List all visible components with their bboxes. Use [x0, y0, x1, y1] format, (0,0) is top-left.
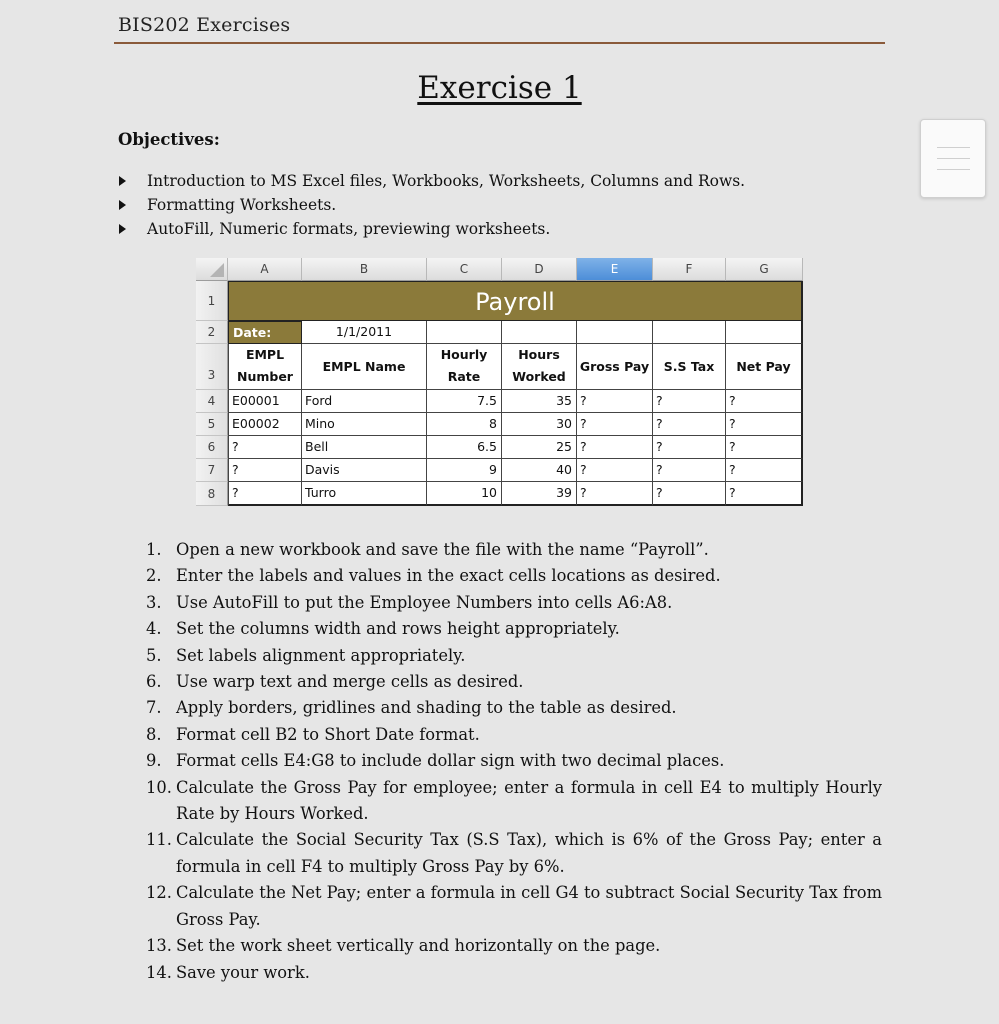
instruction-number: 8.: [146, 724, 162, 744]
select-all-triangle-icon: [210, 263, 224, 277]
row-header-4[interactable]: 4: [196, 390, 228, 413]
row-header-5[interactable]: 5: [196, 413, 228, 436]
instruction-item: [146, 775, 882, 828]
cell-gross-pay[interactable]: ?: [577, 459, 653, 482]
instruction-text: Open a new workbook and save the file with the name “Payroll”.: [176, 540, 709, 559]
column-header-f[interactable]: F: [653, 258, 726, 281]
cell-hours-worked[interactable]: 30: [502, 413, 577, 436]
column-header-e[interactable]: E: [577, 258, 653, 281]
header-text: Rate: [447, 369, 481, 384]
instruction-number: 13.: [146, 936, 172, 956]
cell-gross-pay[interactable]: ?: [577, 390, 653, 413]
triangle-bullet-icon: [119, 176, 126, 186]
row-header-6[interactable]: 6: [196, 436, 228, 459]
cell-empl-name[interactable]: Mino: [302, 413, 427, 436]
instruction-item: [146, 643, 882, 669]
empty-cell[interactable]: [653, 321, 726, 344]
empty-cell[interactable]: [427, 321, 502, 344]
cell-hours-worked[interactable]: 35: [502, 390, 577, 413]
empty-cell[interactable]: [577, 321, 653, 344]
header-gross-pay[interactable]: Gross Pay: [577, 344, 653, 390]
instruction-text: Apply borders, gridlines and shading to the table as desired.: [176, 698, 677, 718]
column-header-a[interactable]: A: [228, 258, 302, 281]
column-header-c[interactable]: C: [427, 258, 502, 281]
thumbnail-line-icon: [937, 147, 970, 148]
objective-item: [118, 219, 745, 243]
instruction-item: [146, 563, 882, 589]
instruction-item: [146, 590, 882, 616]
objectives-heading: Objectives:: [118, 130, 220, 149]
instruction-number: 9.: [146, 751, 162, 771]
instruction-item: [146, 880, 882, 933]
row-header-3[interactable]: 3: [196, 344, 228, 390]
instruction-number: 2.: [146, 566, 162, 586]
cell-hours-worked[interactable]: 25: [502, 436, 577, 459]
payroll-spreadsheet: [196, 258, 803, 506]
objectives-list: [118, 171, 745, 243]
instruction-text: Calculate the Social Security Tax (S.S Tax), which is 6% of the Gross Pay; enter a formula in cell F4 to multiply Gross Pay by 6%.: [176, 830, 882, 876]
cell-hours-worked[interactable]: 40: [502, 459, 577, 482]
row-header-1[interactable]: 1: [196, 281, 228, 321]
header-text: Worked: [512, 369, 566, 384]
cell-ss-tax[interactable]: ?: [653, 413, 726, 436]
instruction-item: [146, 669, 882, 695]
instruction-text: Format cells E4:G8 to include dollar sign with two decimal places.: [176, 751, 725, 771]
instruction-text: Calculate the Gross Pay for employee; enter a formula in cell E4 to multiply Hourly Rate by Hours Worked.: [176, 777, 882, 824]
cell-ss-tax[interactable]: ?: [653, 436, 726, 459]
header-text: Number: [237, 369, 293, 384]
cell-net-pay[interactable]: ?: [726, 482, 803, 506]
instruction-number: 12.: [146, 883, 172, 903]
instruction-item: [146, 537, 882, 563]
triangle-bullet-icon: [119, 200, 126, 210]
cell-hourly-rate[interactable]: 10: [427, 482, 502, 506]
header-hourly-rate[interactable]: [427, 344, 502, 390]
column-header-b[interactable]: B: [302, 258, 427, 281]
instruction-item: [146, 748, 882, 774]
instruction-text: Enter the labels and values in the exact cells locations as desired.: [176, 566, 721, 586]
cell-hourly-rate[interactable]: 6.5: [427, 436, 502, 459]
header-divider: [114, 42, 885, 44]
objective-item: [118, 171, 745, 195]
cell-gross-pay[interactable]: ?: [577, 413, 653, 436]
cell-empl-number[interactable]: ?: [228, 436, 302, 459]
instruction-item: [146, 616, 882, 642]
instruction-number: 7.: [146, 698, 162, 718]
header-ss-tax[interactable]: S.S Tax: [653, 344, 726, 390]
cell-empl-number[interactable]: E00002: [228, 413, 302, 436]
header-empl-name[interactable]: EMPL Name: [302, 344, 427, 390]
instruction-number: 4.: [146, 619, 162, 639]
select-all-corner[interactable]: [196, 258, 228, 281]
row-header-2[interactable]: 2: [196, 321, 228, 344]
instruction-text: Set the columns width and rows height appropriately.: [176, 619, 620, 639]
objective-text: AutoFill, Numeric formats, previewing worksheets.: [147, 220, 551, 238]
cell-empl-name[interactable]: Ford: [302, 390, 427, 413]
date-value-cell[interactable]: 1/1/2011: [302, 321, 427, 344]
instruction-item: [146, 933, 882, 959]
thumbnail-line-icon: [937, 158, 970, 159]
objective-item: [118, 195, 745, 219]
objective-text: Formatting Worksheets.: [147, 196, 337, 214]
cell-empl-name[interactable]: Bell: [302, 436, 427, 459]
instructions-list: [146, 537, 882, 986]
empty-cell[interactable]: [502, 321, 577, 344]
column-header-d[interactable]: D: [502, 258, 577, 281]
instruction-text: Set the work sheet vertically and horizontally on the page.: [176, 936, 661, 956]
instruction-number: 1.: [146, 540, 162, 559]
cell-empl-name[interactable]: Davis: [302, 459, 427, 482]
cell-net-pay[interactable]: ?: [726, 390, 803, 413]
instruction-text: Set labels alignment appropriately.: [176, 645, 466, 665]
cell-hourly-rate[interactable]: 8: [427, 413, 502, 436]
instruction-text: Use warp text and merge cells as desired.: [176, 672, 524, 692]
document-header-title: BIS202 Exercises: [118, 14, 291, 36]
instruction-number: 5.: [146, 645, 162, 665]
cell-hourly-rate[interactable]: 7.5: [427, 390, 502, 413]
payroll-title-cell[interactable]: Payroll: [228, 281, 803, 321]
instruction-number: 11.: [146, 830, 172, 850]
header-hours-worked[interactable]: [502, 344, 577, 390]
header-text: Hours: [518, 347, 560, 362]
exercise-title: Exercise 1: [417, 70, 582, 106]
instruction-number: 10.: [146, 777, 172, 797]
header-text: Hourly: [440, 347, 488, 362]
instruction-item: [146, 722, 882, 748]
instruction-text: Format cell B2 to Short Date format.: [176, 724, 480, 744]
cell-net-pay[interactable]: ?: [726, 413, 803, 436]
cell-gross-pay[interactable]: ?: [577, 482, 653, 506]
objective-text: Introduction to MS Excel files, Workbooks, Worksheets, Columns and Rows.: [147, 172, 746, 190]
cell-hourly-rate[interactable]: 9: [427, 459, 502, 482]
triangle-bullet-icon: [119, 224, 126, 234]
instruction-item: [146, 827, 882, 880]
header-text: EMPL: [245, 347, 285, 362]
cell-net-pay[interactable]: ?: [726, 436, 803, 459]
row-header-8[interactable]: 8: [196, 482, 228, 506]
column-header-g[interactable]: G: [726, 258, 803, 281]
thumbnail-line-icon: [937, 169, 970, 170]
instruction-text: Use AutoFill to put the Employee Numbers into cells A6:A8.: [176, 592, 673, 612]
cell-net-pay[interactable]: ?: [726, 459, 803, 482]
instruction-text: Save your work.: [176, 962, 310, 982]
instruction-text: Calculate the Net Pay; enter a formula in cell G4 to subtract Social Security Tax from Gross Pay.: [176, 883, 883, 929]
cell-empl-number[interactable]: ?: [228, 482, 302, 506]
instruction-number: 14.: [146, 962, 172, 982]
instruction-item: [146, 695, 882, 721]
date-label-cell[interactable]: Date:: [228, 321, 302, 344]
row-header-7[interactable]: 7: [196, 459, 228, 482]
header-net-pay[interactable]: Net Pay: [726, 344, 803, 390]
cell-gross-pay[interactable]: ?: [577, 436, 653, 459]
header-empl-number[interactable]: [228, 344, 302, 390]
cell-ss-tax[interactable]: ?: [653, 390, 726, 413]
cell-empl-number[interactable]: E00001: [228, 390, 302, 413]
instruction-number: 6.: [146, 672, 162, 692]
cell-hours-worked[interactable]: 39: [502, 482, 577, 506]
empty-cell[interactable]: [726, 321, 803, 344]
cell-empl-name[interactable]: Turro: [302, 482, 427, 506]
cell-ss-tax[interactable]: ?: [653, 482, 726, 506]
instruction-item: [146, 960, 882, 986]
cell-ss-tax[interactable]: ?: [653, 459, 726, 482]
cell-empl-number[interactable]: ?: [228, 459, 302, 482]
instruction-number: 3.: [146, 592, 162, 612]
page-thumbnail-button[interactable]: [920, 119, 986, 198]
